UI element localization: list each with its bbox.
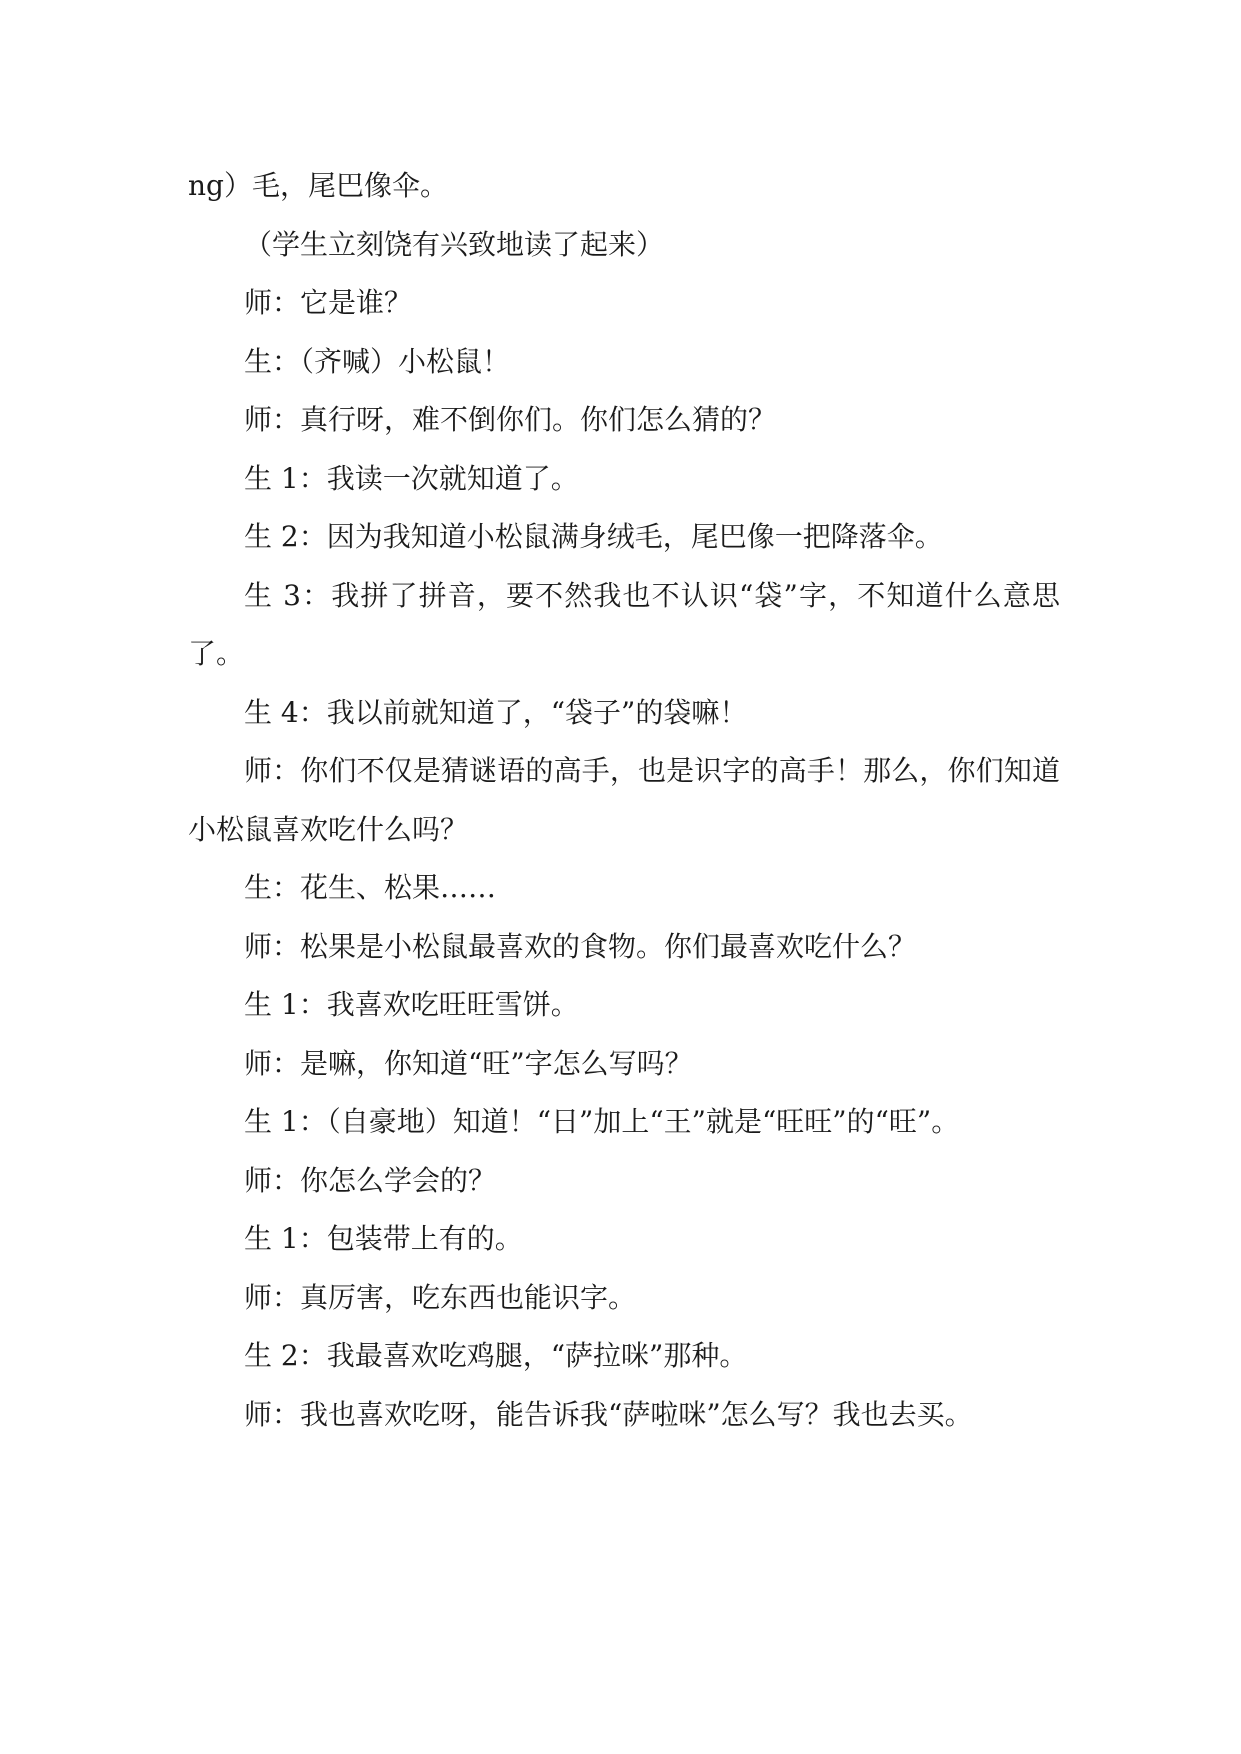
paragraph-dialogue: 生 1：包装带上有的。 (244, 1222, 523, 1255)
paragraph-dialogue: 生 1：（自豪地）知道！“日”加上“王”就是“旺旺”的“旺”。 (244, 1105, 960, 1138)
paragraph-dialogue: 师：真行呀，难不倒你们。你们怎么猜的？ (244, 403, 777, 436)
paragraph-stage-direction: （学生立刻饶有兴致地读了起来） (244, 227, 665, 261)
paragraph-dialogue: 生 3：我拼了拼音，要不然我也不认识“袋”字，不知道什么意思了。 (188, 578, 1060, 670)
paragraph-dialogue: 师：是嘛，你知道“旺”字怎么写吗？ (244, 1046, 693, 1080)
paragraph-dialogue: 师：它是谁？ (244, 286, 413, 319)
paragraph-dialogue: 生 4：我以前就知道了，“袋子”的袋嘛！ (244, 695, 748, 729)
paragraph-continuation: ng）毛，尾巴像伞。 (188, 169, 448, 202)
paragraph-dialogue: 生 2：因为我知道小松鼠满身绒毛，尾巴像一把降落伞。 (244, 520, 943, 553)
paragraph-dialogue: 师：我也喜欢吃呀，能告诉我“萨啦咪”怎么写？我也去买。 (244, 1397, 973, 1431)
paragraph-dialogue: 生 2：我最喜欢吃鸡腿，“萨拉咪”那种。 (244, 1339, 748, 1372)
paragraph-dialogue: 生：（齐喊）小松鼠！ (244, 344, 511, 378)
paragraph-dialogue: 师：你怎么学会的？ (244, 1163, 497, 1197)
paragraph-dialogue: 生 1：我读一次就知道了。 (244, 461, 579, 495)
paragraph-dialogue: 师：松果是小松鼠最喜欢的食物。你们最喜欢吃什么？ (244, 929, 917, 963)
paragraph-dialogue: 生：花生、松果…… (244, 871, 497, 904)
paragraph-dialogue: 师：你们不仅是猜谜语的高手，也是识字的高手！那么，你们知道小松鼠喜欢吃什么吗？ (188, 754, 1060, 846)
paragraph-dialogue: 师：真厉害，吃东西也能识字。 (244, 1280, 637, 1314)
document-body (188, 157, 1060, 1444)
paragraph-dialogue: 生 1：我喜欢吃旺旺雪饼。 (244, 988, 579, 1021)
